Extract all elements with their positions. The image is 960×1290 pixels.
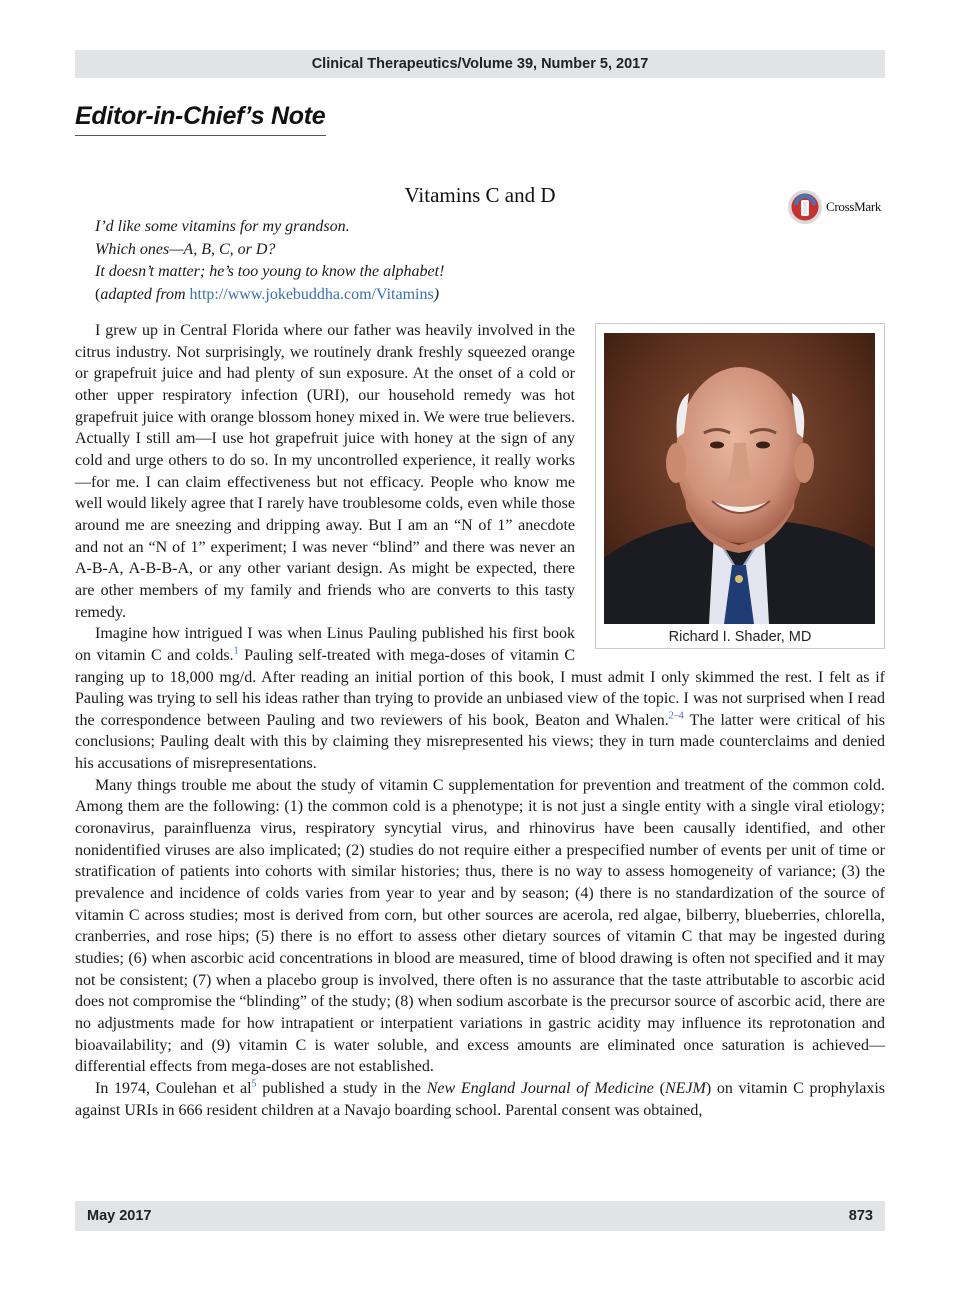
reference-link[interactable]: 1 — [233, 645, 239, 657]
source-prefix: adapted from — [100, 285, 190, 303]
paragraph-text: In 1974, Coulehan et al — [95, 1079, 252, 1097]
source-link[interactable]: http://www.jokebuddha.com/Vitamins — [189, 285, 434, 303]
paragraph-text: ) on vitamin C prophylaxis against URIs in 666 resident children at a Navajo boarding school. Parental consent was obtained, — [75, 1079, 886, 1119]
journal-abbrev: NEJM — [664, 1079, 706, 1097]
page-footer — [75, 1201, 885, 1231]
body-paragraph: I grew up in Central Florida where our father was heavily involved in the citrus industry. Not surprisingly, we routinely drank freshly squeezed orange or grapefruit juice and had plenty of sun exposure. At the onset of a cold or other upper respiratory infection (URI), our household remedy was hot grapefruit juice with orange blossom honey mixed in. We were true believers. Actually I still am—I use hot grapefruit juice with honey at the sign of any cold and urge others to do so. In my uncontrolled experience, it really works—for me. I can claim effectiveness but not efficacy. People who know me well would likely agree that I rarely have troublesome colds, even while those around me are sneezing and dripping away. But I am an “N of 1” anecdote and not an “N of 1” experiment; I was never “blind” and there was never an A-B-A, A-B-B-A, or any other variant design. As might be expected, there are other members of my family and friends who are converts to this tasty remedy. — [75, 322, 575, 621]
source-close-paren: ) — [433, 285, 440, 303]
section-title: Editor-in-Chief’s Note — [75, 102, 326, 130]
crossmark-badge[interactable] — [787, 189, 881, 225]
journal-name: New England Journal of Medicine — [426, 1079, 654, 1097]
reference-link[interactable]: 5 — [251, 1078, 257, 1090]
epigraph — [95, 216, 444, 306]
paragraph-text: ( — [653, 1079, 665, 1097]
body-paragraph — [75, 1078, 885, 1121]
footer-date: May 2017 — [87, 1208, 152, 1224]
author-photo — [604, 333, 875, 624]
crossmark-label: CrossMark — [826, 199, 882, 214]
epigraph-line: Which ones—A, B, C, or D? — [95, 240, 276, 258]
journal-line: Clinical Therapeutics/Volume 39, Number 5, 2017 — [311, 56, 649, 72]
page-number: 873 — [848, 1208, 873, 1224]
paragraph-text: The latter were critical of his conclusions; Pauling dealt with this by claiming they misrepresented his views; they in turn made counterclaims and denied his accusations of misrepresentations. — [75, 711, 885, 773]
figure-caption: Richard I. Shader, MD — [668, 629, 812, 645]
crossmark-icon — [787, 189, 823, 225]
section-underline — [75, 135, 326, 136]
reference-link[interactable]: 2–4 — [668, 710, 684, 722]
epigraph-line: I’d like some vitamins for my grandson. — [95, 218, 350, 235]
source-open-paren: ( — [95, 285, 101, 303]
epigraph-line: It doesn’t matter; he’s too young to know the alphabet! — [95, 263, 445, 281]
article-title: Vitamins C and D — [404, 183, 556, 207]
paragraph-text: published a study in the — [256, 1079, 427, 1097]
author-figure — [595, 323, 885, 649]
epigraph-source — [95, 284, 444, 307]
paragraph-text: Pauling self-treated with mega-doses of vitamin C ranging up to 18,000 mg/d. After reading an initial portion of this book, I must admit I only skimmed the rest. I felt as if Pauling was trying to sell his ideas rather than trying to provide an unbiased view of the topic. I was not surprised when I read the correspondence between Pauling and two reviewers of his book, Beaton and Whalen. — [75, 646, 885, 729]
journal-header — [75, 50, 885, 78]
paragraph-text: Imagine how intrigued I was when Linus Pauling published his first book on vitamin C and colds. — [75, 625, 575, 664]
body-paragraph: Many things trouble me about the study of vitamin C supplementation for prevention and treatment of the common cold. Among them are the following: (1) the common cold is a phenotype; it is not just a single entity with a single viral etiology; coronavirus, parainfluenza virus, respiratory syncytial virus, and rhinovirus have been causally identified, and other nonidentified viruses are also implicated; (2) studies do not require either a prespecified number of events per unit of time or stratification of patients into cohorts with similar histories; thus, there is no way to assess homogeneity of variance; (3) the prevalence and incidence of colds varies from year to year and by season; (4) there is no standardization of the source of vitamin C across studies; most is derived from corn, but other sources are acerola, red algae, bilberry, blueberries, chlorella, cranberries, and rose hips; (5) there is no effort to assess other dietary sources of vitamin C that may be ingested during studies; (6) when ascorbic acid concentrations in blood are measured, time of blood drawing is often not specified and it may not be consistent; (7) when a placebo group is involved, there often is no assurance that the taste attributable to ascorbic acid does not compromise the “blinding” of the study; (8) when sodium ascorbate is the precursor source of ascorbic acid, there are no adjustments made for how intrapatient or interpatient variations in gastric acidity may influence its reprotonation and bioavailability; and (9) vitamin C is water soluble, and excess amounts are eliminated once saturation is achieved—differential effects from mega-doses are not established. — [75, 776, 885, 1076]
author-photo-frame — [595, 323, 885, 649]
article-body — [75, 320, 885, 1121]
